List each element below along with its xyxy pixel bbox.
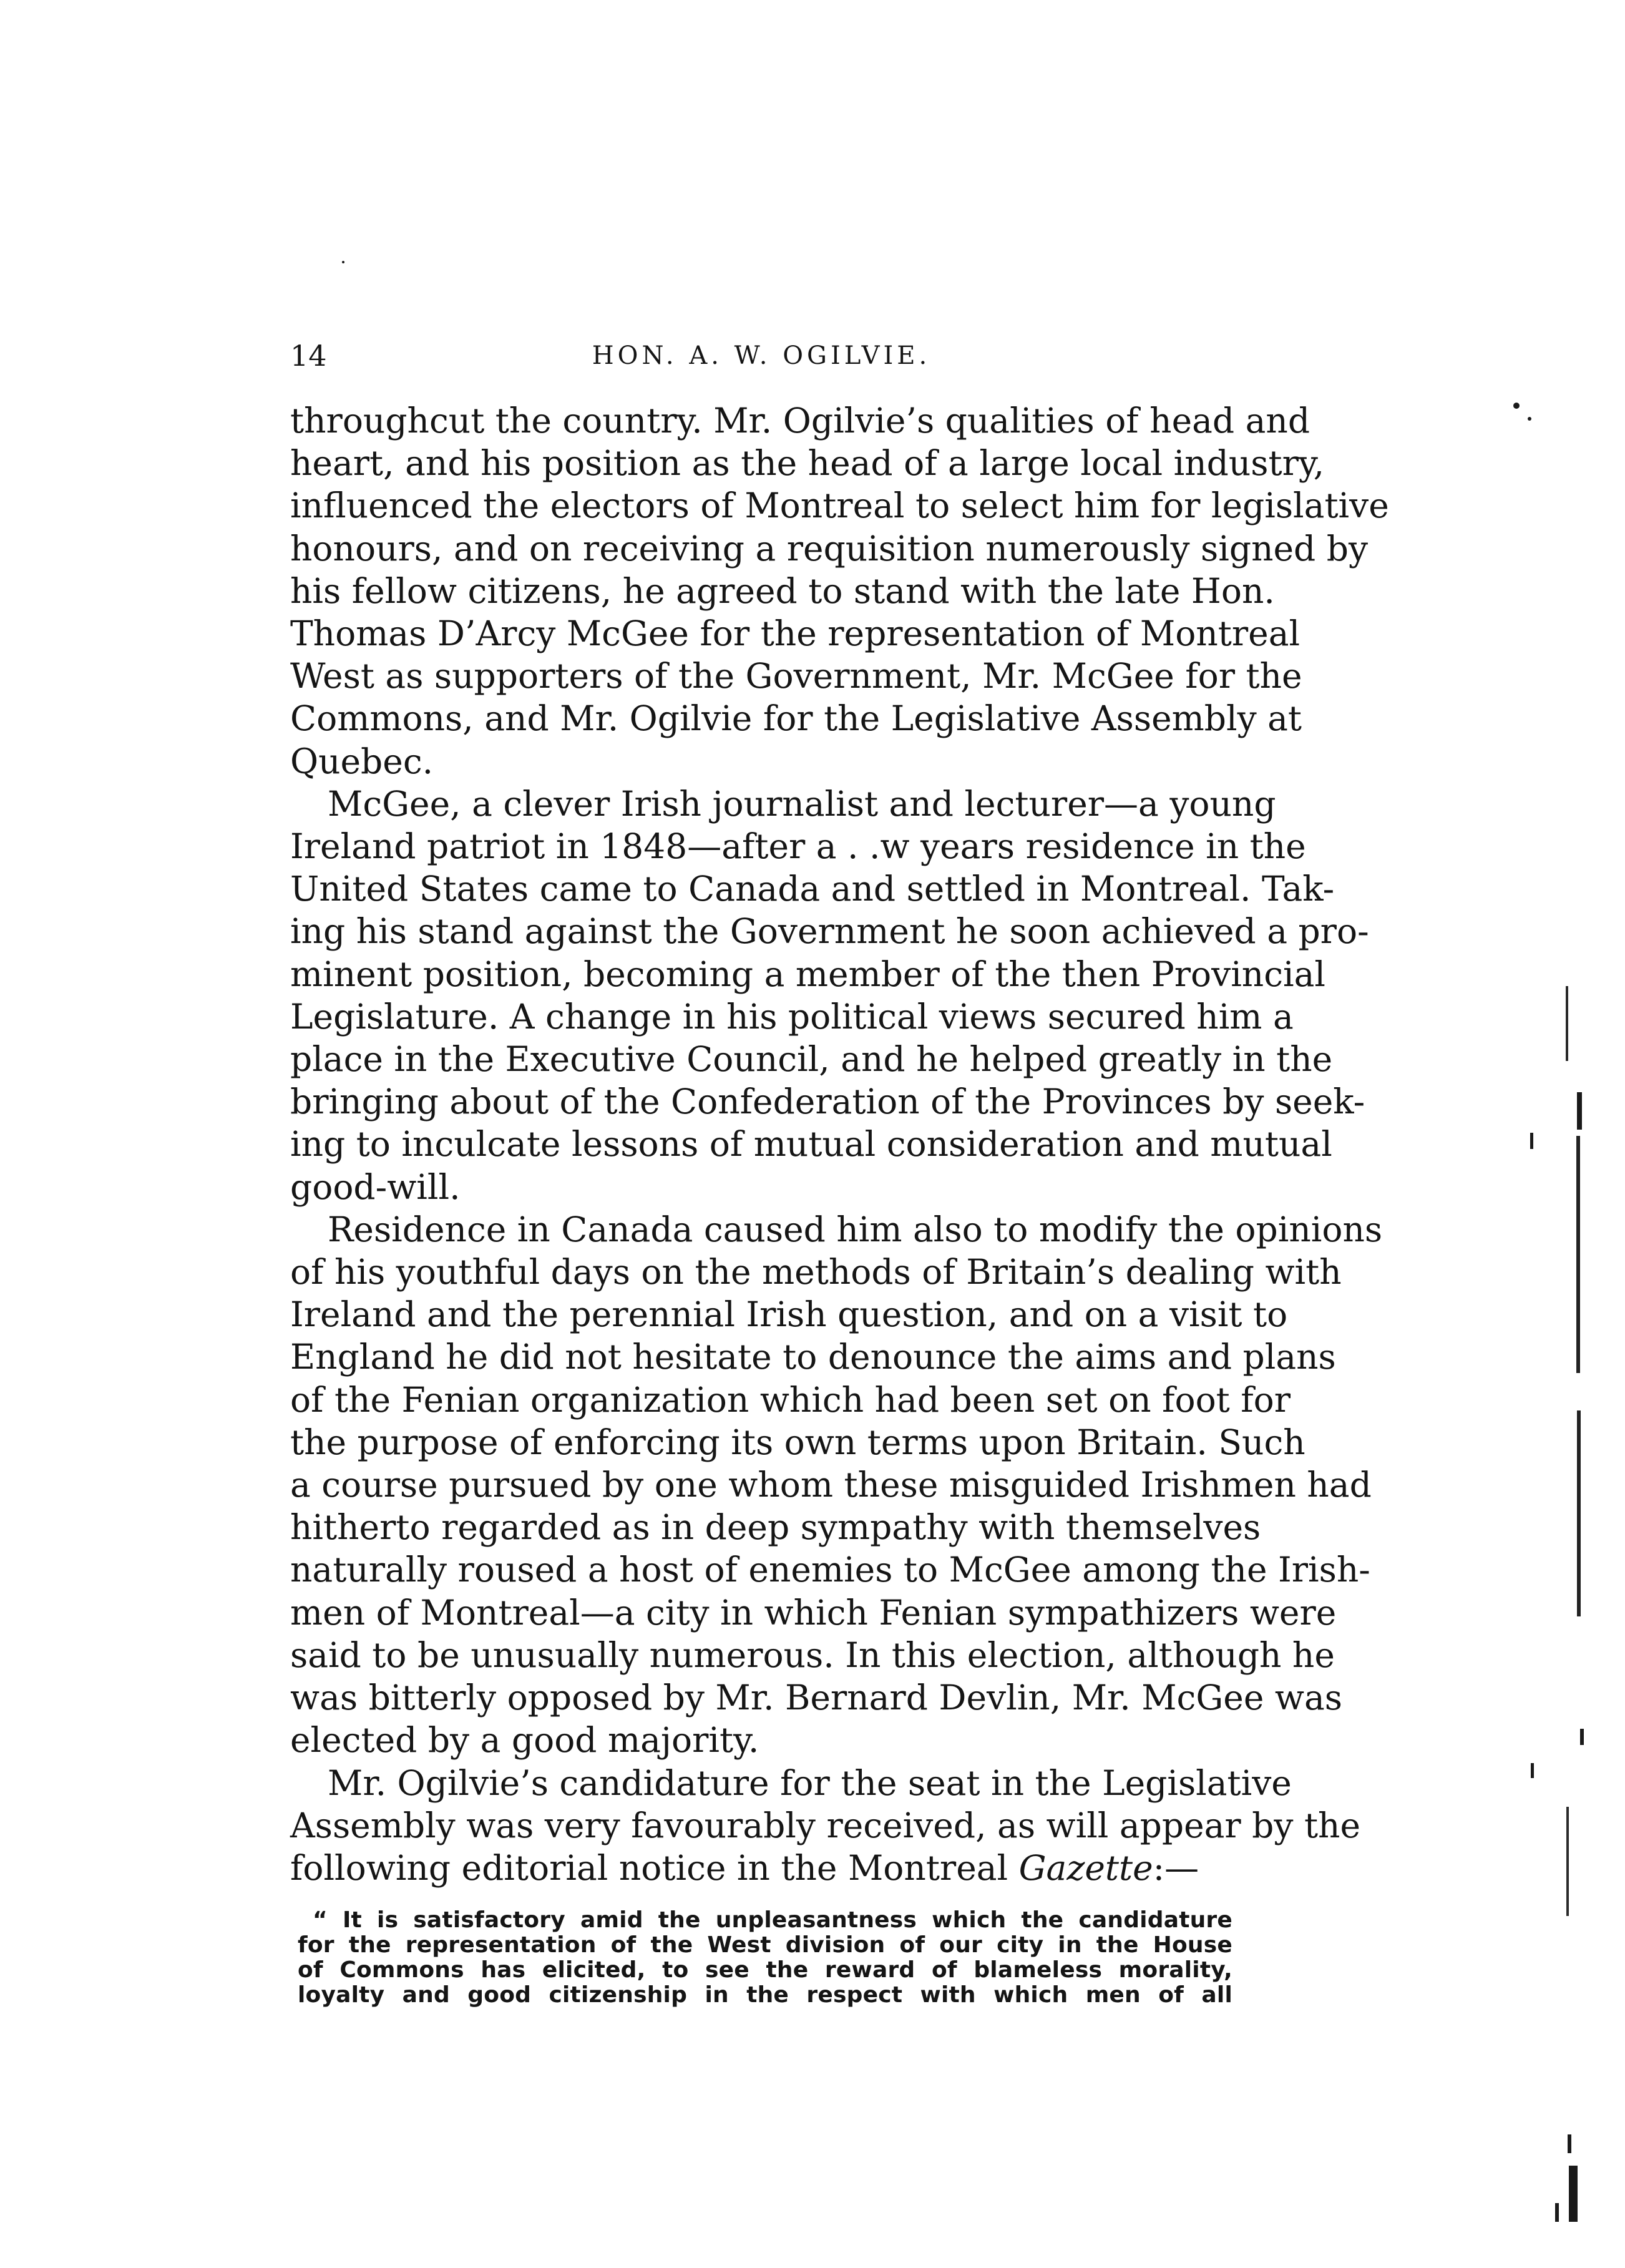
text-line: Mr. Ogilvie’s candidature for the seat in the Legislative	[328, 1762, 1292, 1803]
text-line: elected by a good majority.	[290, 1720, 759, 1761]
text-line: Assembly was very favourably received, as will appear by the	[290, 1805, 1361, 1845]
text-line: United States came to Canada and settled in Montreal. Tak-	[290, 869, 1335, 909]
text-line: good-will.	[290, 1166, 461, 1207]
block-quote	[290, 1908, 1232, 2008]
text-line: of his youthful days on the methods of Britain’s dealing with	[290, 1252, 1342, 1293]
text-line	[290, 1847, 1232, 1889]
text-line: minent position, becoming a member of the then Provincial	[290, 954, 1325, 994]
quote-line: “ It is satisfactory amid the unpleasantness which the candidature	[313, 1907, 1232, 1933]
page-number: 14	[290, 339, 327, 373]
page-header	[290, 337, 1232, 387]
text-line: influenced the electors of Montreal to select him for legislative	[290, 486, 1389, 526]
text-line: of the Fenian organization which had been set on foot for	[290, 1379, 1291, 1420]
running-head: HON. A. W. OGILVIE.	[592, 341, 931, 370]
paragraph	[290, 399, 1389, 783]
text-line: ing his stand against the Government he soon achieved a pro-	[290, 911, 1369, 952]
paragraph	[290, 783, 1369, 1208]
quote-line: for the representation of the West division of our city in the House	[298, 1932, 1232, 1958]
text-line: was bitterly opposed by Mr. Bernard Devlin, Mr. McGee was	[290, 1678, 1342, 1718]
text-line: Legislature. A change in his political views secured him a	[290, 996, 1294, 1037]
text-line: men of Montreal—a city in which Fenian sympathizers were	[290, 1592, 1337, 1633]
text-line: hitherto regarded as in deep sympathy with themselves	[290, 1507, 1261, 1548]
body-text	[290, 399, 1389, 2008]
text-run: following editorial notice in the Montreal	[290, 1847, 1019, 1888]
quote-line: of Commons has elicited, to see the reward of blameless morality,	[298, 1957, 1232, 1983]
text-line: Quebec.	[290, 741, 434, 781]
text-line: his fellow citizens, he agreed to stand with the late Hon.	[290, 570, 1275, 611]
text-line: said to be unusually numerous. In this election, although he	[290, 1635, 1335, 1675]
text-line: Residence in Canada caused him also to modify the opinions	[328, 1209, 1383, 1249]
text-line: Commons, and Mr. Ogilvie for the Legislative Assembly at	[290, 698, 1302, 739]
text-line: place in the Executive Council, and he helped greatly in the	[290, 1039, 1333, 1080]
text-line: the purpose of enforcing its own terms upon Britain. Such	[290, 1422, 1305, 1462]
text-line: Ireland and the perennial Irish question, and on a visit to	[290, 1294, 1288, 1335]
publication-title: Gazette	[1018, 1847, 1153, 1888]
quote-line: loyalty and good citizenship in the respect with which men of all	[298, 1982, 1232, 2008]
paragraph	[290, 1208, 1383, 1762]
text-line: England he did not hesitate to denounce the aims and plans	[290, 1337, 1336, 1377]
text-run: :—	[1153, 1847, 1199, 1888]
text-line: throughcut the country. Mr. Ogilvie’s qualities of head and	[290, 401, 1310, 441]
text-line: heart, and his position as the head of a large local industry,	[290, 443, 1325, 484]
text-line: bringing about of the Confederation of the Provinces by seek-	[290, 1082, 1365, 1122]
paragraph	[290, 1762, 1361, 1890]
text-line: honours, and on receiving a requisition numerously signed by	[290, 528, 1369, 569]
text-line: West as supporters of the Government, Mr. McGee for the	[290, 656, 1302, 697]
text-line: Thomas D’Arcy McGee for the representation of Montreal	[290, 613, 1300, 654]
text-line: ing to inculcate lessons of mutual consideration and mutual	[290, 1124, 1332, 1165]
text-line: naturally roused a host of enemies to McGee among the Irish-	[290, 1550, 1370, 1590]
text-line: a course pursued by one whom these misguided Irishmen had	[290, 1465, 1372, 1505]
text-line: Ireland patriot in 1848—after a . .w years residence in the	[290, 826, 1306, 867]
text-line: McGee, a clever Irish journalist and lecturer—a young	[328, 783, 1276, 824]
